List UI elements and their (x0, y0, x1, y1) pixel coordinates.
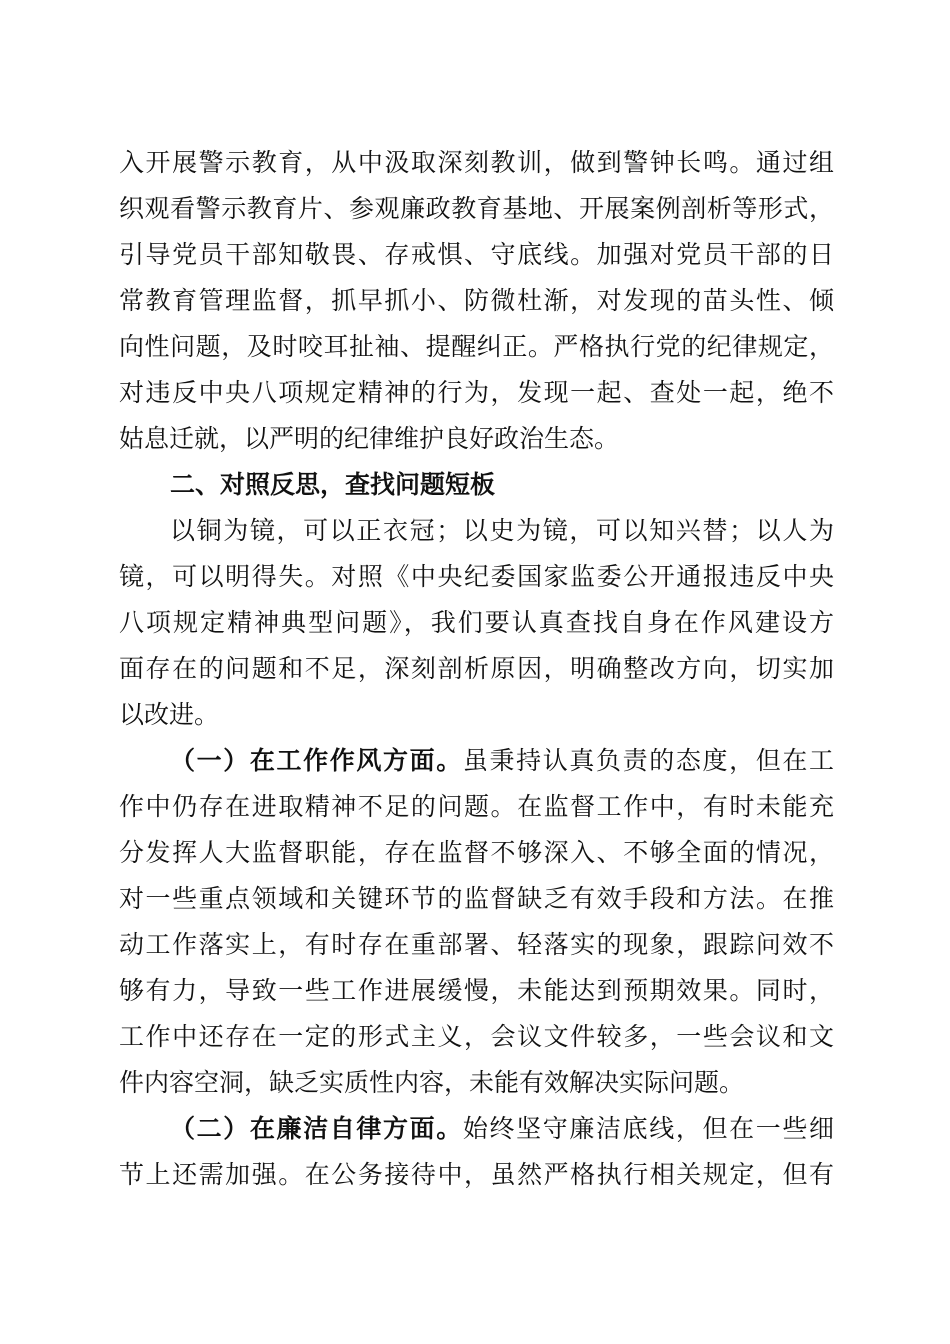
paragraph-2-line-3: 八项规定精神典型问题》，我们要认真查找自身在作风建设方 (119, 608, 834, 637)
paragraph-4-lead: （二）在廉洁自律方面。 (170, 1114, 463, 1143)
paragraph-3-line-7: 工作中还存在一定的形式主义，会议文件较多，一些会议和文 (119, 1022, 834, 1051)
paragraph-3-line-4: 对一些重点领域和关键环节的监督缺乏有效手段和方法。在推 (119, 884, 834, 913)
paragraph-1-line-6: 对违反中央八项规定精神的行为，发现一起、查处一起，绝不 (119, 378, 834, 407)
paragraph-1-line-1: 入开展警示教育，从中汲取深刻教训，做到警钟长鸣。通过组 (119, 148, 834, 177)
paragraph-2-line-4: 面存在的问题和不足，深刻剖析原因，明确整改方向，切实加 (119, 654, 834, 683)
paragraph-1-line-3: 引导党员干部知敬畏、存戒惧、守底线。加强对党员干部的日 (119, 240, 834, 269)
paragraph-2-line-2: 镜，可以明得失。对照《中央纪委国家监委公开通报违反中央 (119, 562, 834, 591)
paragraph-2-line-1: 以铜为镜，可以正衣冠；以史为镜，可以知兴替；以人为 (170, 516, 834, 545)
paragraph-3-line-5: 动工作落实上，有时存在重部署、轻落实的现象，跟踪问效不 (119, 930, 834, 959)
paragraph-3-line-8: 件内容空洞，缺乏实质性内容，未能有效解决实际问题。 (119, 1068, 745, 1097)
paragraph-4-line-1 (170, 1109, 834, 1149)
paragraph-1-line-2: 织观看警示教育片、参观廉政教育基地、开展案例剖析等形式， (119, 194, 834, 223)
paragraph-3-line-3: 分发挥人大监督职能，存在监督不够深入、不够全面的情况， (119, 838, 834, 867)
paragraph-3-line-1 (170, 741, 834, 781)
paragraph-1-line-7: 姑息迁就，以严明的纪律维护良好政治生态。 (119, 424, 620, 453)
paragraph-4-line-2: 节上还需加强。在公务接待中，虽然严格执行相关规定，但有 (119, 1160, 834, 1189)
paragraph-1-line-4: 常教育管理监督，抓早抓小、防微杜渐，对发现的苗头性、倾 (119, 286, 834, 315)
paragraph-1-line-5: 向性问题，及时咬耳扯袖、提醒纠正。严格执行党的纪律规定， (119, 332, 834, 361)
paragraph-4-line-1-rest: 始终坚守廉洁底线，但在一些细 (462, 1114, 834, 1143)
paragraph-3-lead: （一）在工作作风方面。 (170, 746, 463, 775)
section-heading-2: 二、对照反思，查找问题短板 (170, 470, 496, 499)
paragraph-3-line-2: 作中仍存在进取精神不足的问题。在监督工作中，有时未能充 (119, 792, 834, 821)
paragraph-2-line-5: 以改进。 (119, 700, 220, 729)
paragraph-3-line-1-rest: 虽秉持认真负责的态度，但在工 (462, 746, 834, 775)
paragraph-3-line-6: 够有力，导致一些工作进展缓慢，未能达到预期效果。同时， (119, 976, 834, 1005)
